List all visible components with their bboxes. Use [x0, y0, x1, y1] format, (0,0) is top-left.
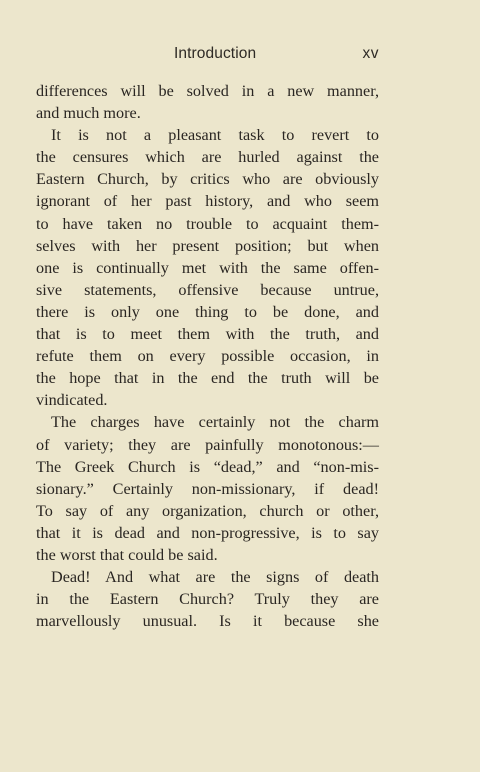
running-title: Introduction [174, 45, 257, 62]
text-line: of variety; they are painfully monotonous:— [36, 435, 379, 454]
text-line: in the Eastern Church? Truly they are [36, 590, 379, 609]
text-line: one is continually met with the same offen- [36, 258, 379, 277]
text-line: ignorant of her past history, and who seem [36, 192, 379, 211]
text-line: The charges have certainly not the charm [51, 413, 379, 432]
text-line: It is not a pleasant task to revert to [51, 126, 379, 145]
text-line: selves with her present position; but when [36, 236, 379, 255]
running-header [36, 45, 379, 65]
text-line: differences will be solved in a new manner, [36, 82, 379, 100]
text-line: the worst that could be said. [36, 545, 218, 564]
text-line: that is to meet them with the truth, and [36, 325, 379, 344]
text-line: Eastern Church, by critics who are obviously [36, 170, 379, 189]
text-line: to have taken no trouble to acquaint them- [36, 214, 379, 233]
text-line: marvellously unusual. Is it because she [36, 612, 379, 631]
text-line: the censures which are hurled against the [36, 148, 379, 167]
text-line: sionary.” Certainly non-missionary, if dead! [36, 479, 379, 498]
text-line: and much more. [36, 104, 141, 123]
page-number: xv [362, 45, 379, 62]
text-line: vindicated. [36, 391, 108, 410]
text-line: Dead! And what are the signs of death [51, 568, 379, 587]
text-line: sive statements, offensive because untrue, [36, 280, 379, 299]
text-line: To say of any organization, church or other, [36, 501, 379, 520]
text-line: that it is dead and non-progressive, is to say [36, 523, 379, 542]
text-line: the hope that in the end the truth will be [36, 369, 379, 388]
text-line: there is only one thing to be done, and [36, 302, 379, 321]
body-text [36, 80, 379, 632]
text-line: refute them on every possible occasion, in [36, 347, 379, 366]
text-line: The Greek Church is “dead,” and “non-mis- [36, 457, 379, 476]
